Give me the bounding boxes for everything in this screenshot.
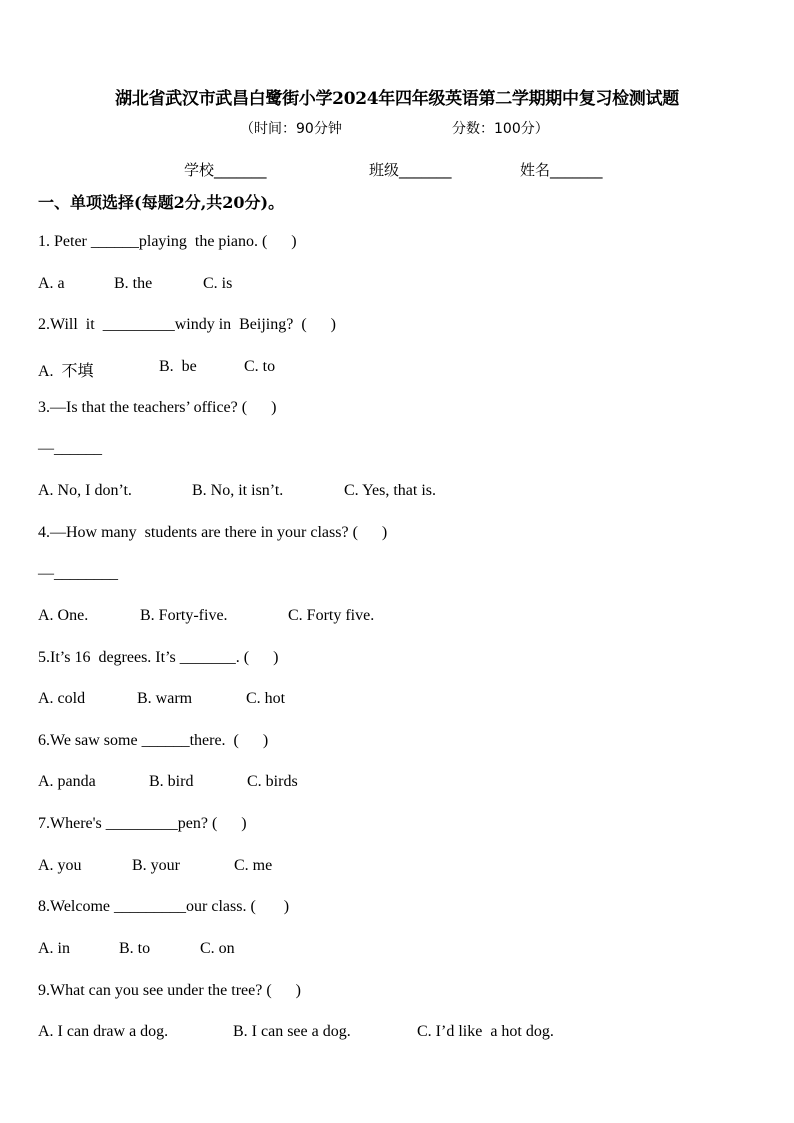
question-3-option-b: B. No, it isn’t. — [192, 482, 284, 499]
question-7-option-a: A. you — [38, 857, 82, 874]
question-2-stem: 2.Will it _________windy in Beijing? ( ) — [38, 316, 336, 333]
exam-score: 分数：100分） — [452, 121, 549, 137]
question-9-option-a: A. I can draw a dog. — [38, 1023, 169, 1040]
question-6-option-c: C. birds — [247, 773, 298, 790]
question-4-option-a: A. One. — [38, 607, 89, 624]
school-field: 学校_______ — [184, 161, 267, 179]
question-6-stem: 6.We saw some ______there. ( ) — [38, 732, 269, 749]
question-9-stem: 9.What can you see under the tree? ( ) — [38, 982, 301, 999]
question-5-stem: 5.It’s 16 degrees. It’s _______. ( ) — [38, 649, 279, 666]
section-heading: 一、单项选择(每题2分,共20分)。 — [38, 193, 285, 212]
question-4-option-c: C. Forty five. — [288, 607, 375, 624]
question-5-option-a: A. cold — [38, 690, 86, 707]
question-4-answer-line: —________ — [38, 565, 118, 582]
question-2-option-c: C. to — [244, 358, 276, 375]
student-name-field: 姓名_______ — [520, 161, 603, 179]
question-8-option-b: B. to — [119, 940, 151, 957]
question-3-stem: 3.—Is that the teachers’ office? ( ) — [38, 399, 277, 416]
question-3-answer-line: —______ — [38, 440, 102, 457]
question-7-option-b: B. your — [132, 857, 180, 874]
question-8-stem: 8.Welcome _________our class. ( ) — [38, 898, 290, 915]
question-8-option-a: A. in — [38, 940, 70, 957]
question-6-option-a: A. panda — [38, 773, 96, 790]
question-4-stem: 4.—How many students are there in your class? ( ) — [38, 524, 388, 541]
question-5-option-c: C. hot — [246, 690, 286, 707]
question-1-option-c: C. is — [203, 275, 233, 292]
question-5-option-b: B. warm — [137, 690, 193, 707]
exam-time: （时间：90分钟 — [240, 121, 342, 137]
question-6-option-b: B. bird — [149, 773, 194, 790]
question-1-option-b: B. the — [114, 275, 153, 292]
question-7-stem: 7.Where's _________pen? ( ) — [38, 815, 247, 832]
question-8-option-c: C. on — [200, 940, 235, 957]
question-1-option-a: A. a — [38, 275, 65, 292]
question-1-stem: 1. Peter ______playing the piano. ( ) — [38, 233, 297, 250]
question-2-option-b: B. be — [159, 358, 197, 375]
question-4-option-b: B. Forty-five. — [140, 607, 228, 624]
question-3-option-c: C. Yes, that is. — [344, 482, 437, 499]
question-2-option-a: A. 不填 — [38, 363, 94, 380]
question-9-option-b: B. I can see a dog. — [233, 1023, 351, 1040]
question-7-option-c: C. me — [234, 857, 273, 874]
page-title: 湖北省武汉市武昌白鹭街小学2024年四年级英语第二学期期中复习检测试题 — [115, 89, 679, 109]
question-9-option-c: C. I’d like a hot dog. — [417, 1023, 554, 1040]
question-3-option-a: A. No, I don’t. — [38, 482, 132, 499]
class-field: 班级_______ — [369, 161, 452, 179]
